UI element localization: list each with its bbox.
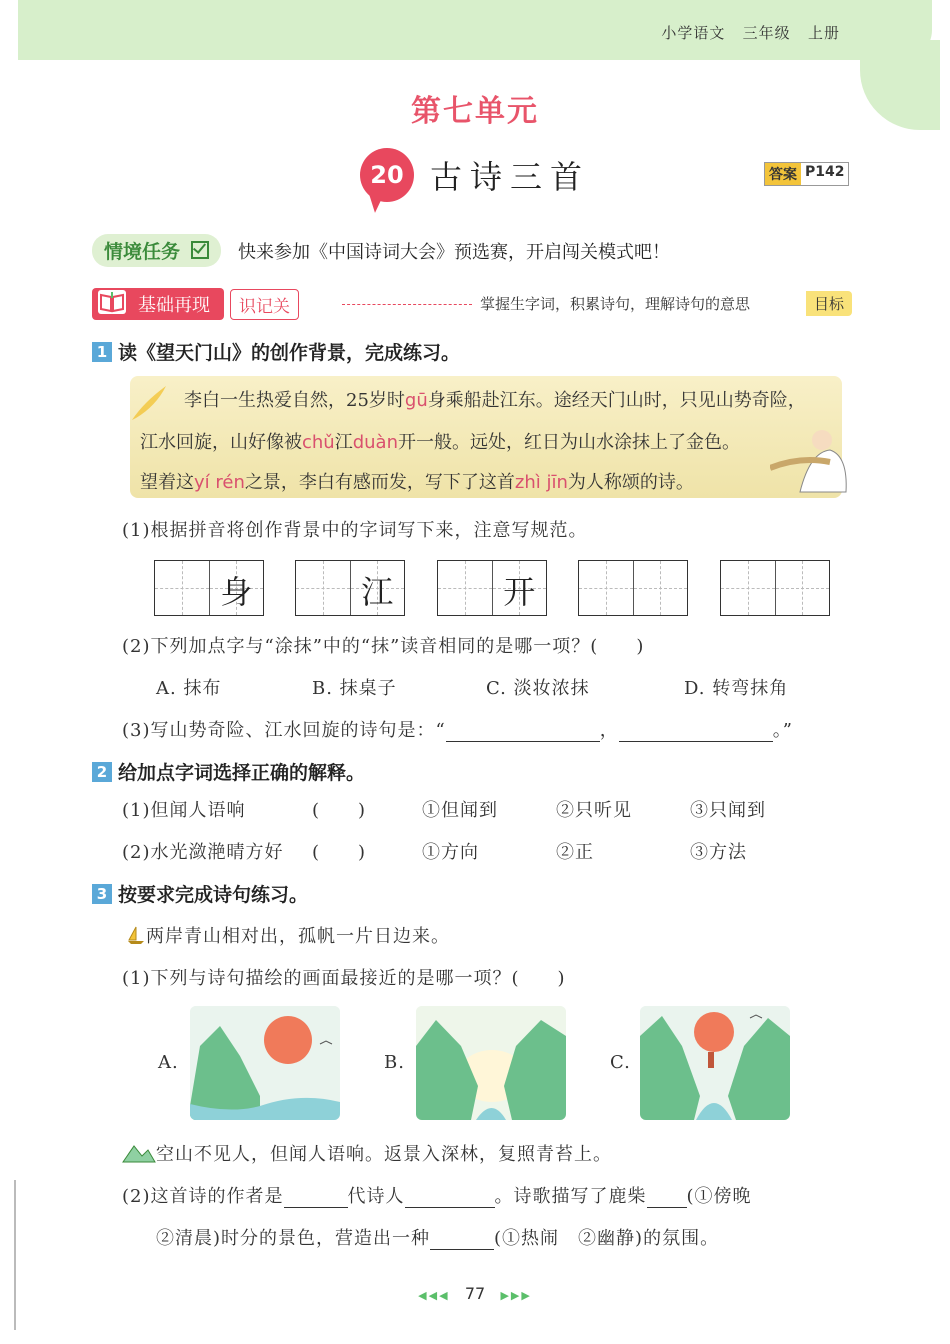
q1-part2: (2)下列加点字与“涂抹”中的“抹”读音相同的是哪一项？( )	[122, 636, 645, 657]
section-header	[92, 288, 299, 320]
writing-box-5[interactable]	[720, 560, 830, 616]
section-sub: 识记关	[230, 289, 299, 320]
q2-r1-a[interactable]: ①但闻到	[422, 800, 498, 821]
comma: ，	[599, 720, 619, 741]
q3-part2-text: (①傍晚	[686, 1186, 752, 1207]
passage-text: 为人称颂的诗。	[567, 472, 694, 493]
answer-blank[interactable]	[284, 1207, 348, 1208]
q3-part2-text: ②清晨)时分的景色，营造出一种	[156, 1228, 431, 1249]
right-arrows-icon: ▶▶▶	[500, 1289, 532, 1302]
page-edge	[14, 1180, 16, 1330]
answer-blank[interactable]	[446, 741, 600, 742]
q2-r2-b[interactable]: ②正	[556, 842, 594, 863]
volume: 上册	[807, 24, 840, 42]
subject: 小学语文	[661, 24, 726, 42]
q2-r2-paren[interactable]: ( )	[312, 842, 367, 863]
writing-box-3[interactable]	[437, 560, 547, 616]
writing-box-4[interactable]	[578, 560, 688, 616]
passage-line-2	[140, 428, 740, 454]
lesson-title: 古诗三首	[430, 158, 591, 196]
answer-reference	[764, 162, 849, 186]
q2-r2-c[interactable]: ③方法	[690, 842, 747, 863]
section-badge	[92, 288, 224, 320]
book-header	[661, 22, 840, 43]
option-d[interactable]: D. 转弯抹角	[684, 678, 789, 699]
pinyin: zhì jīn	[514, 472, 568, 493]
pic-label-b[interactable]: B.	[384, 1052, 405, 1073]
divider	[342, 304, 472, 305]
situation-label-text: 情境任务	[104, 241, 181, 263]
left-arrows-icon: ◀◀◀	[418, 1289, 450, 1302]
q1-part3	[122, 716, 793, 742]
poem1	[126, 922, 450, 948]
feather-icon	[126, 380, 172, 426]
q3-part2-line1	[122, 1182, 752, 1208]
q2-r1-c[interactable]: ③只闻到	[690, 800, 766, 821]
answer-page: P142	[805, 164, 845, 180]
pinyin: gū	[404, 390, 428, 411]
q2-r2-a[interactable]: ①方向	[422, 842, 479, 863]
background-passage	[130, 376, 842, 498]
q3-part2-text: 代诗人	[347, 1186, 405, 1207]
q3-title-text: 按要求完成诗句练习。	[118, 884, 309, 906]
q3-part1: (1)下列与诗句描绘的画面最接近的是哪一项？( )	[122, 968, 566, 989]
answer-blank[interactable]	[430, 1249, 494, 1250]
answer-label: 答案	[765, 163, 801, 185]
goal-text: 掌握生字词，积累诗句，理解诗句的意思	[480, 295, 751, 313]
poet-illustration	[770, 422, 850, 498]
lesson-number: 20	[360, 148, 414, 202]
box-char: 开	[503, 573, 536, 611]
picture-a[interactable]	[190, 1006, 340, 1120]
q1-part3-text: (3)写山势奇险、江水回旋的诗句是：“	[122, 720, 446, 741]
passage-text: 江水回旋，山好像被	[140, 432, 302, 453]
pinyin: duàn	[352, 432, 398, 453]
pic-label-a[interactable]: A.	[158, 1052, 179, 1073]
book-icon	[98, 290, 126, 314]
situation-text: 快来参加《中国诗词大会》预选赛，开启闯关模式吧！	[238, 242, 670, 263]
passage-line-1	[184, 386, 806, 412]
q1-title	[92, 338, 460, 365]
passage-text: 江	[334, 432, 353, 453]
q2-number: 2	[92, 762, 112, 782]
sailboat-icon	[126, 925, 146, 945]
q2-title-text: 给加点字词选择正确的解释。	[118, 762, 366, 784]
pinyin: yí rén	[194, 472, 245, 493]
poem2	[122, 1140, 612, 1166]
answer-blank[interactable]	[619, 741, 773, 742]
box-char: 身	[220, 573, 253, 611]
pinyin: chǔ	[302, 432, 335, 453]
page-number: 77	[464, 1284, 486, 1303]
unit-title: 第七单元	[411, 94, 539, 129]
passage-text: 身乘船赴江东。途经天门山时，只见山势奇险，	[427, 390, 806, 411]
poem1-text: 两岸青山相对出，孤帆一片日边来。	[146, 926, 450, 947]
q3-number: 3	[92, 884, 112, 904]
passage-text: 望着这	[140, 472, 194, 493]
passage-line-3	[140, 468, 694, 494]
closing: 。”	[772, 720, 793, 741]
passage-text: 之景，李白有感而发，写下了这首	[244, 472, 515, 493]
q2-r2-stem: (2)水光潋滟晴方好	[122, 842, 284, 863]
writing-box-2[interactable]	[295, 560, 405, 616]
picture-b[interactable]	[416, 1006, 566, 1120]
q3-title	[92, 880, 308, 907]
q3-part2-text: (①热闹 ②幽静)的氛围。	[494, 1228, 720, 1249]
passage-text: 开一般。远处，红日为山水涂抹上了金色。	[398, 432, 740, 453]
q3-part2-text: (2)这首诗的作者是	[122, 1186, 284, 1207]
picture-c[interactable]	[640, 1006, 790, 1120]
q2-r1-paren[interactable]: ( )	[312, 800, 367, 821]
mountain-icon	[122, 1142, 156, 1164]
q3-part2-text: 。诗歌描写了鹿柴	[494, 1186, 647, 1207]
answer-blank[interactable]	[405, 1207, 495, 1208]
grade: 三年级	[742, 24, 791, 42]
q2-r1-stem: (1)但闻人语响	[122, 800, 246, 821]
goal-label: 目标	[806, 291, 852, 316]
q1-title-text: 读《望天门山》的创作背景，完成练习。	[118, 342, 461, 364]
checkbox-icon	[191, 241, 209, 259]
option-a[interactable]: A. 抹布	[156, 678, 222, 699]
answer-blank[interactable]	[647, 1207, 687, 1208]
passage-text: 李白一生热爱自然，25岁时	[184, 390, 405, 411]
q2-r1-b[interactable]: ②只听见	[556, 800, 632, 821]
page-footer	[0, 1284, 950, 1303]
box-char: 江	[361, 573, 394, 611]
q3-part2-line2	[156, 1224, 719, 1250]
option-b[interactable]: B. 抹桌子	[312, 678, 397, 699]
pic-label-c[interactable]: C.	[610, 1052, 631, 1073]
poem2-text: 空山不见人，但闻人语响。返景入深林，复照青苔上。	[156, 1144, 612, 1165]
option-c[interactable]: C. 淡妆浓抹	[486, 678, 590, 699]
situation-label	[92, 234, 221, 267]
writing-box-1[interactable]	[154, 560, 264, 616]
q1-part1: (1)根据拼音将创作背景中的字词写下来，注意写规范。	[122, 520, 588, 541]
q1-number: 1	[92, 342, 112, 362]
section-label: 基础再现	[138, 295, 210, 316]
q2-title	[92, 758, 365, 785]
